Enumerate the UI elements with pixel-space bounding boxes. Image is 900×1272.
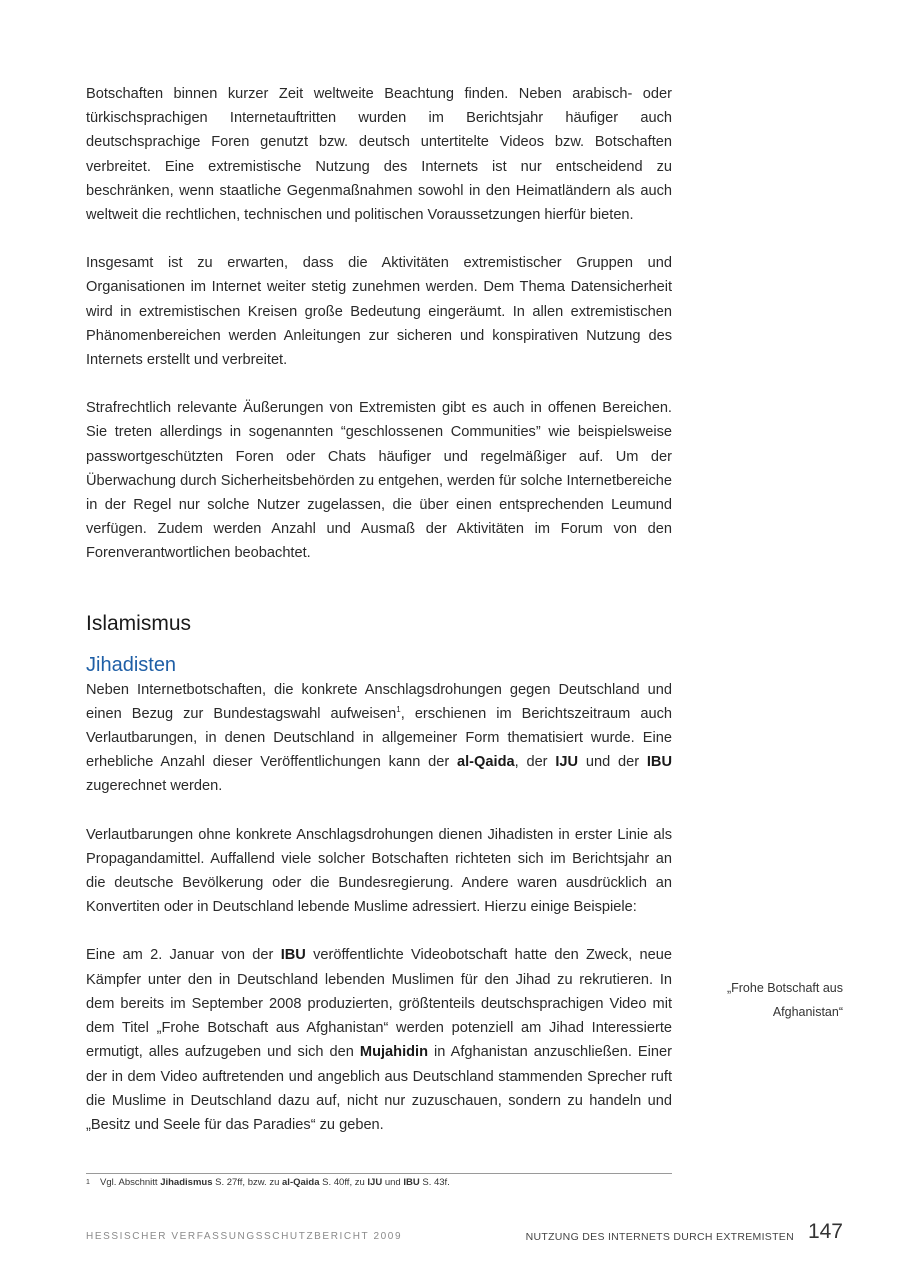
main-text-column xyxy=(86,82,672,1161)
subsection-heading-jihadisten: Jihadisten xyxy=(86,653,177,676)
text-run: , der xyxy=(514,754,556,771)
text-run: S. 27ff, bzw. zu xyxy=(212,1177,283,1188)
margin-note-line-2: Afghanistan“ xyxy=(772,1005,843,1019)
text-run: und xyxy=(382,1177,404,1188)
footnote-marker: 1 xyxy=(396,705,401,714)
footer-chapter-title: NUTZUNG DES INTERNETS DURCH EXTREMISTEN xyxy=(525,1231,794,1243)
text-run: in Afghanistan anzuschließen. Einer der in dem Video auftretenden und angeblich aus Deutschland stammenden Sprecher ruft die Muslime in Deutschland dazu auf, nicht nur zuzuschauen, sondern zu handeln und „Besitz und Seele für das Paradies“ zu geben. xyxy=(86,1044,672,1133)
margin-note-line-1: „Frohe Botschaft aus xyxy=(726,981,843,995)
footnote-divider xyxy=(86,1173,672,1174)
footnote-number: 1 xyxy=(86,1179,90,1186)
paragraph-intro-3: Strafrechtlich relevante Äußerungen von Extremisten gibt es auch in offenen Bereichen. Sie treten allerdings in sogenannten “geschlossenen Communities” wie beispielsweise passwortgeschützten Foren oder Chats häufiger und regelmäßiger auf. Um der Überwachung durch Sicherheitsbehörden zu entgehen, werden für solche Internetbereiche in der Regel nur solche Nutzer zugelassen, die über einen entsprechenden Leumund verfügen. Zudem werden Anzahl und Ausmaß der Aktivitäten im Forum von den Forenverantwortlichen beobachtet. xyxy=(86,400,672,562)
bold-term: IBU xyxy=(280,947,306,964)
bold-term: Jihadismus xyxy=(160,1177,213,1188)
page-number: 147 xyxy=(807,1220,843,1243)
margin-note xyxy=(700,976,843,1024)
footnote xyxy=(86,1176,686,1190)
text-run: veröffentlichte Videobotschaft hatte den Zweck, neue Kämpfer unter den in Deutschland lebenden Muslimen für den Jihad zu rekrutieren. In dem bereits im September 2008 produzierten, größtenteils deutschsprachigen Video mit dem Titel „Frohe Botschaft aus Afghanistan“ werden potenziell am Jihad Interessierte ermutigt, alles aufzugeben und sich den xyxy=(86,947,672,1061)
bold-term: IJU xyxy=(367,1177,383,1188)
text-run: S. 43f. xyxy=(419,1177,450,1188)
paragraph-jihad-3 xyxy=(86,943,672,1137)
text-run: , erschienen im Berichtszeitraum auch Verlautbarungen, in denen Deutschland in allgemeiner Form thematisiert wurde. Eine erhebliche Anzahl dieser Veröffentlichungen kann der xyxy=(86,705,673,771)
bold-term: IJU xyxy=(555,754,579,771)
bold-term: al-Qaida xyxy=(457,754,515,771)
bold-term: IBU xyxy=(646,754,673,771)
text-run: Eine am 2. Januar von der xyxy=(86,947,281,964)
section-heading-islamismus: Islamismus xyxy=(86,611,192,635)
paragraph-jihad-1 xyxy=(86,678,672,799)
text-run: und der xyxy=(578,754,647,771)
bold-term: Mujahidin xyxy=(359,1044,429,1061)
text-run: Neben Internetbotschaften, die konkrete Anschlagsdrohungen gegen Deutschland und einen Bezug zur Bundestagswahl aufweisen xyxy=(86,681,672,722)
footer-publication-title: HESSISCHER VERFASSUNGSSCHUTZBERICHT 2009 xyxy=(86,1231,403,1242)
paragraph-intro-2: Insgesamt ist zu erwarten, dass die Aktivitäten extremistischer Gruppen und Organisationen im Internet weiter stetig zunehmen werden. Dem Thema Datensicherheit wird in extremistischen Kreisen große Bedeutung eingeräumt. In allen extremistischen Phänomenbereichen werden Anleitungen zur sicheren und konspirativen Nutzung des Internets erstellt und verbreitet. xyxy=(86,255,672,369)
paragraph-intro-1: Botschaften binnen kurzer Zeit weltweite Beachtung finden. Neben arabisch- oder türkischsprachigen Internetauftritten wurden im Berichtsjahr häufiger auch deutschsprachige Foren genutzt bzw. deutsch untertitelte Videos bzw. Botschaften verbreitet. Eine extremistische Nutzung des Internets ist nur entscheidend zu beschränken, wenn staatliche Gegenmaßnahmen sowohl in den Heimatländern als auch weltweit die rechtlichen, technischen und politischen Voraussetzungen hierfür bieten. xyxy=(86,86,672,224)
bold-term: IBU xyxy=(403,1177,420,1188)
bold-term: al-Qaida xyxy=(282,1177,320,1188)
text-run: Vgl. Abschnitt xyxy=(100,1177,161,1188)
text-run: zugerechnet werden. xyxy=(86,778,223,795)
text-run: S. 40ff, zu xyxy=(319,1177,368,1188)
paragraph-jihad-2: Verlautbarungen ohne konkrete Anschlagsdrohungen dienen Jihadisten in erster Linie als Propagandamittel. Auffallend viele solcher Botschaften richteten sich im Berichtsjahr an die deutsche Bevölkerung oder die Bundesregierung. Andere waren ausdrücklich an Konvertiten oder in Deutschland lebende Muslime adressiert. Hierzu einige Beispiele: xyxy=(86,826,672,916)
